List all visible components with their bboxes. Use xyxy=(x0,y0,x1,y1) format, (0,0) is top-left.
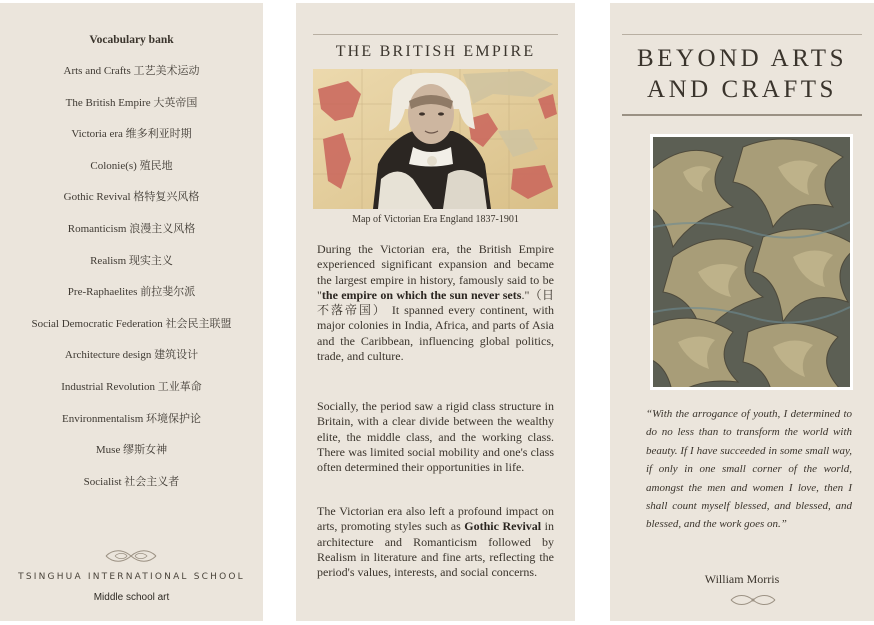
vocab-item: Gothic Revival 格特复兴风格 xyxy=(63,191,200,204)
vocab-item: Romanticism 浪漫主义风格 xyxy=(67,222,196,235)
leaf-pattern-icon xyxy=(653,137,850,387)
vocab-item: Realism 现实主义 xyxy=(90,254,173,267)
vocabulary-panel xyxy=(0,3,263,621)
paragraph-text: ."（日不落帝国） It spanned every continent, with major colonies in India, Africa, and parts of Asia and the Caribbean, influencing global politics, trade, and culture. xyxy=(317,287,554,364)
vocab-item: Muse 缪斯女神 xyxy=(95,444,168,457)
divider xyxy=(313,34,558,35)
school-subtitle: Middle school art xyxy=(93,592,170,603)
bold-phrase: the empire on which the sun never sets xyxy=(321,287,522,302)
cover-title-line: BEYOND ARTS xyxy=(637,45,847,72)
paragraph-text: During the Victorian era, the British Empire experienced significant expansion and became the largest empire in history, famously said to be " xyxy=(317,242,554,302)
vocab-item: The British Empire 大英帝国 xyxy=(65,96,198,109)
paragraph-text: in architecture and Romanticism followed by Realism in literature and fine arts, reflecting the period's values, interests, and social concerns. xyxy=(317,519,554,580)
school-name: TSINGHUA INTERNATIONAL SCHOOL xyxy=(18,572,245,582)
social-paragraph: Socially, the period saw a rigid class structure in Britain, with a clear divide between the wealthy elite, the middle class, and the working class. There was limited social mobility and one's class often determined their opportunities in life. xyxy=(317,399,554,475)
vocab-item: Socialist 社会主义者 xyxy=(83,475,180,488)
vocabulary-title: Vocabulary bank xyxy=(89,34,174,46)
vocab-item: Architecture design 建筑设计 xyxy=(64,349,199,362)
divider xyxy=(622,34,862,35)
vocab-item: Industrial Revolution 工业革命 xyxy=(61,380,202,393)
vocabulary-list xyxy=(0,61,263,503)
paragraph-text: The Victorian era also left a profound impact on arts, promoting styles such as xyxy=(317,504,554,534)
flourish-ornament-icon xyxy=(103,547,159,565)
map-caption: Map of Victorian Era England 1837-1901 xyxy=(352,214,519,225)
quote-author: William Morris xyxy=(704,572,780,586)
divider xyxy=(622,114,862,116)
flourish-ornament-icon xyxy=(728,592,778,608)
vocab-item: Social Democratic Federation 社会民主联盟 xyxy=(31,317,232,330)
beyond-arts-panel xyxy=(610,3,874,621)
vocab-item: Arts and Crafts 工艺美术运动 xyxy=(63,65,200,77)
victoria-map-image xyxy=(313,69,558,209)
vocab-item: Victoria era 维多利亚时期 xyxy=(71,128,192,141)
cover-title-line: AND CRAFTS xyxy=(647,76,837,103)
acanthus-wallpaper-image xyxy=(650,134,853,390)
section-title: THE BRITISH EMPIRE xyxy=(335,43,536,60)
bold-phrase: Gothic Revival xyxy=(464,519,542,534)
vocab-item: Environmentalism 环境保护论 xyxy=(61,412,201,425)
vocab-item: Colonie(s) 殖民地 xyxy=(90,159,173,172)
cover-title xyxy=(610,43,874,105)
arts-paragraph xyxy=(317,504,554,580)
map-illustration-icon xyxy=(313,69,558,209)
british-empire-panel xyxy=(296,3,575,621)
vocab-item: Pre-Raphaelites 前拉斐尔派 xyxy=(67,286,196,299)
william-morris-quote: “With the arrogance of youth, I determined to do no less than to transform the world with beauty. If I have succeeded in some small way, if only in one small corner of the world, amongst the men and women I love, then I shall count myself blessed, and blessed, and blessed, and the work goes on.” xyxy=(646,408,852,531)
empire-paragraph xyxy=(317,242,554,364)
